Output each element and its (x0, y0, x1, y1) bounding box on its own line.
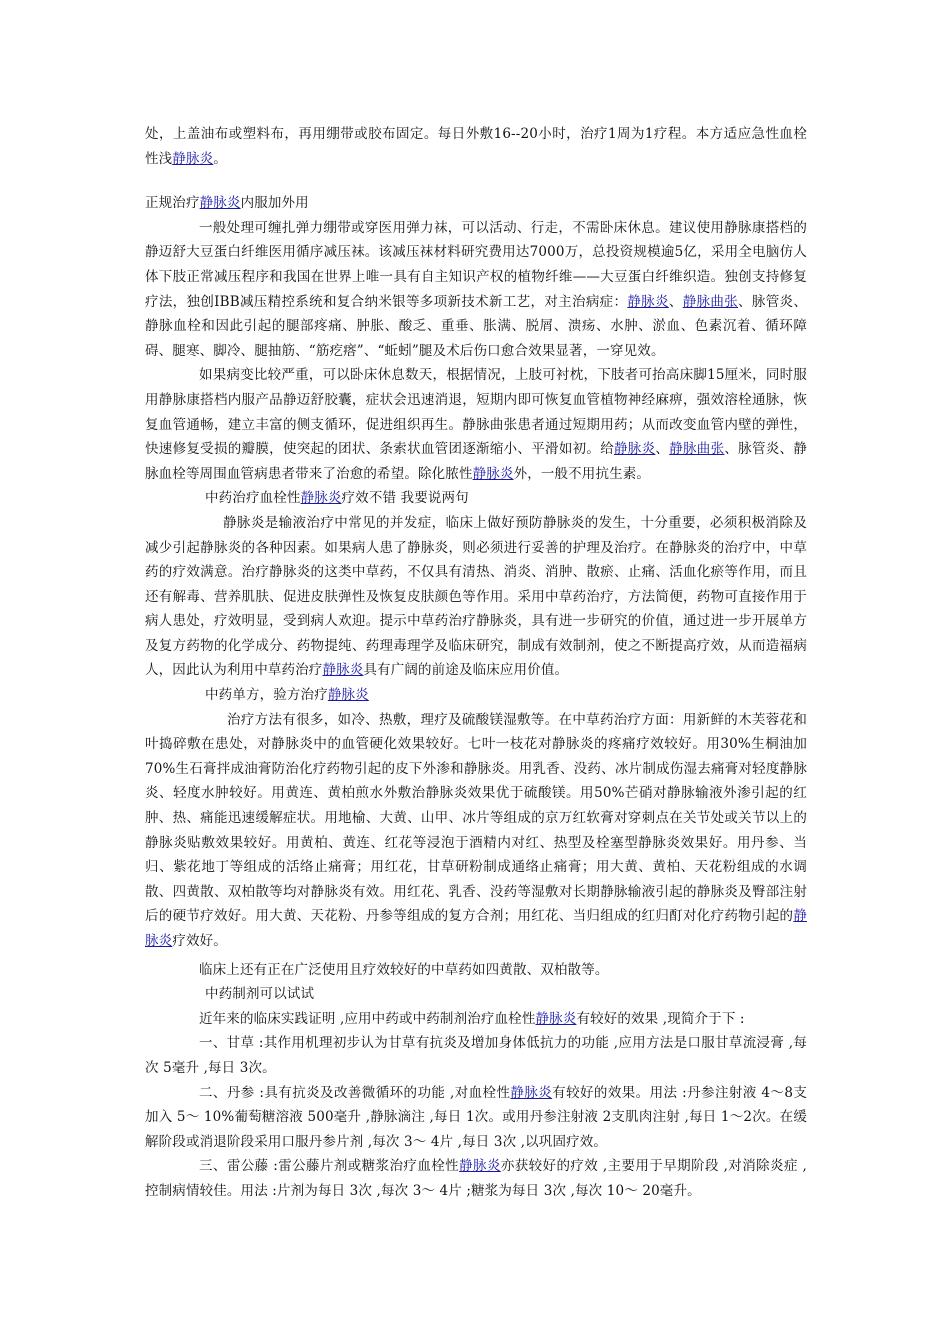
phlebitis-link[interactable]: 静脉炎 (614, 441, 656, 458)
section-heading-chinese-medicine (145, 486, 807, 511)
paragraph-text: 疗效好。 (172, 933, 227, 949)
phlebitis-link[interactable]: 静脉炎 (472, 465, 514, 482)
paragraph-chinese-medicine (145, 511, 807, 683)
varicose-link[interactable]: 静脉曲张 (682, 293, 739, 310)
paragraph-compression-stocking (145, 216, 807, 364)
paragraph-text: 三、雷公藤 :雷公藤片剂或糖浆治疗血栓性 (199, 1158, 460, 1175)
heading-text: 正规治疗 (145, 195, 200, 212)
paragraph-text: 外，一般不用抗生素。 (513, 465, 651, 482)
phlebitis-link[interactable]: 静脉炎 (199, 195, 241, 212)
paragraph-text: 临床上还有正在广泛使用且疗效较好的中草药如四黄散、双柏散等。 (199, 961, 609, 978)
paragraph-text: 亦获较好的疗效 ,主要用于早期阶段 ,对消除炎症 ,控制病情较佳。用法 :片剂为每日 3次 ,每次 3～ 4片 ;糖浆为每日 3次 ,每次 10～ 20毫升。 (145, 1158, 807, 1199)
paragraph-text: 治疗方法有很多，如冷、热敷，理疗及硫酸镁湿敷等。在中草药治疗方面：用新鲜的木芙蓉花和叶捣碎敷在患处，对静脉炎中的血管硬化效果较好。七叶一枝花对静脉炎的疼痛疗效较好。用30%生桐油加70%生石膏拌成油膏防治化疗药物引起的皮下外渗和静脉炎。用乳香、没药、冰片制成伤湿去痛膏对轻度静脉炎、轻度水肿较好。用黄连、黄柏煎水外敷治静脉炎效果优于硫酸镁。用50%芒硝对静脉输液外渗引起的红肿、热、痛能迅速缓解症状。用地榆、大黄、山甲、冰片等组成的京万红软膏对穿刺点在关节处或关节以上的静脉炎贴敷效果较好。用黄柏、黄连、红花等浸泡于酒精内对红、热型及栓塞型静脉炎效果好。用丹参、当归、紫花地丁等组成的活络止痛膏；用红花，甘草研粉制成通络止痛膏；用大黄、黄柏、天花粉组成的水调散、四黄散、双柏散等均对静脉炎有效。用红花、乳香、没药等湿敷对长期静脉输液引起的静脉炎及臀部注射后的硬节疗效好。用大黄、天花粉、丹参等组成的复方合剂；用红花、当归组成的红归酊对化疗药物引起的 (145, 711, 807, 925)
paragraph-preparations-intro (145, 1007, 807, 1032)
heading-text: 中药单方，验方治疗 (205, 687, 328, 704)
paragraph-text: 有较好的效果。用法 :丹参注射液 4～8支加入 5～ 10%葡萄糖溶液 500毫升 ,静脉滴注 ,每日 1次。或用丹参注射液 2支肌肉注射 ,每日 1～2次。在缓解阶段或消退阶段采用口服丹参片剂 ,每次 3～ 4片 ,每日 3次 ,以巩固疗效。 (145, 1084, 808, 1150)
heading-text: 中药治疗血栓性 (205, 490, 301, 507)
paragraph-clinical-use (145, 954, 807, 983)
paragraph-text: 二、丹参 :具有抗炎及改善微循环的功能 ,对血栓性 (199, 1084, 511, 1101)
section-heading-single-prescriptions (145, 683, 807, 708)
paragraph-text: 具有广阔的前途及临床应用价值。 (363, 662, 569, 679)
paragraph-text: 如果病变比较严重，可以卧床休息数天，根据情况，上肢可衬枕，下肢者可抬高床脚15厘米，同时服用静脉康搭档内服产品静迈舒胶囊，症状会迅速消退，短期内即可恢复血管植物神经麻痹，强效溶栓通脉，恢复血管通畅，建立丰富的侧支循环，促进组织再生。静脉曲张患者通过短期用药；从而改变血管内壁的弹性，快速修复受损的瓣膜，使突起的团状、条索状血管团逐渐缩小、平滑如初。给 (145, 367, 807, 458)
section-heading-regular-treatment (145, 191, 807, 216)
varicose-link[interactable]: 静脉曲张 (669, 441, 725, 458)
phlebitis-link[interactable]: 静脉炎 (510, 1084, 553, 1101)
paragraph-text: 、脉管炎、静脉血栓等周围血管病患者带来了治愈的希望。除化脓性 (145, 441, 807, 482)
paragraph-tripterygium (145, 1154, 807, 1203)
phlebitis-link[interactable]: 静脉炎 (627, 293, 669, 310)
paragraph-text: 近年来的临床实践证明 ,应用中药或中药制剂治疗血栓性 (199, 1010, 536, 1027)
phlebitis-link[interactable]: 静脉炎 (172, 150, 214, 167)
paragraph-licorice (145, 1031, 807, 1080)
phlebitis-link[interactable]: 静脉炎 (322, 662, 364, 679)
paragraph-text: 有较好的效果 ,现简介于下 : (576, 1010, 745, 1027)
phlebitis-link[interactable]: 静脉炎 (535, 1010, 577, 1027)
paragraph-text: 、 (655, 441, 670, 458)
paragraph-text: 、脉管炎、静脉血栓和因此引起的腿部疼痛、肿胀、酸乏、重垂、胀满、脱屑、溃疡、水肿、淤血、色素沉着、循环障碍、腿寒、脚冷、腿抽筋、“筋疙瘩”、“蚯蚓”腿及术后伤口愈合效果显著，一穿见效。 (145, 293, 808, 359)
heading-text: 内服加外用 (240, 195, 309, 212)
paragraph-text: 一、甘草 :其作用机理初步认为甘草有抗炎及增加身体低抗力的功能 ,应用方法是口服甘草流浸膏 ,每次 5毫升 ,每日 3次。 (145, 1035, 807, 1076)
paragraph-salvia (145, 1081, 807, 1155)
intro-paragraph (145, 122, 807, 171)
phlebitis-link[interactable]: 静脉炎 (327, 687, 369, 704)
intro-text-end: 。 (213, 150, 227, 167)
heading-text: 中药制剂可以试试 (205, 986, 315, 1003)
phlebitis-link[interactable]: 静脉炎 (145, 908, 807, 949)
section-heading-preparations (145, 982, 807, 1007)
paragraph-text: 一般处理可缠扎弹力绷带或穿医用弹力袜，可以活动、行走，不需卧床休息。建议使用静脉康搭档的静迈舒大豆蛋白纤维医用循序减压袜。该减压袜材料研究费用达7000万，总投资规模逾5亿，采用全电脑仿人体下肢正常减压程序和我国在世界上唯一具有自主知识产权的植物纤维——大豆蛋白纤维织造。独创支持修复疗法，独创IBB减压精控系统和复合纳米银等多项新技术新工艺，对主治病症： (145, 219, 807, 310)
paragraph-severe-cases (145, 363, 807, 486)
phlebitis-link[interactable]: 静脉炎 (300, 490, 342, 507)
heading-text: 疗效不错 我要说两句 (341, 490, 469, 507)
intro-text: 处，上盖油布或塑料布，再用绷带或胶布固定。每日外敷16--20小时，治疗1周为1疗程。本方适应急性血栓性浅 (145, 126, 807, 167)
paragraph-treatment-methods (145, 708, 807, 954)
paragraph-text: 、 (668, 293, 683, 310)
phlebitis-link[interactable]: 静脉炎 (459, 1158, 501, 1175)
document-body (145, 122, 807, 1204)
paragraph-text: 静脉炎是输液治疗中常见的并发症，临床上做好预防静脉炎的发生，十分重要，必须积极消除及减少引起静脉炎的各种因素。如果病人患了静脉炎，则必须进行妥善的护理及治疗。在静脉炎的治疗中，中草药的疗效满意。治疗静脉炎的这类中草药，不仅具有清热、消炎、消肿、散瘀、止痛、活血化瘀等作用，而且还有解毒、营养肌肤、促进皮肤弹性及恢复皮肤颜色等作用。采用中草药治疗，方法简便，药物可直接作用于病人患处，疗效明显，受到病人欢迎。提示中草药治疗静脉炎，具有进一步研究的价值，通过进一步开展单方及复方药物的化学成分、药物提纯、药理毒理学及临床研究，制成有效制剂，使之不断提高疗效，从而造福病人，因此认为利用中草药治疗 (145, 514, 807, 679)
